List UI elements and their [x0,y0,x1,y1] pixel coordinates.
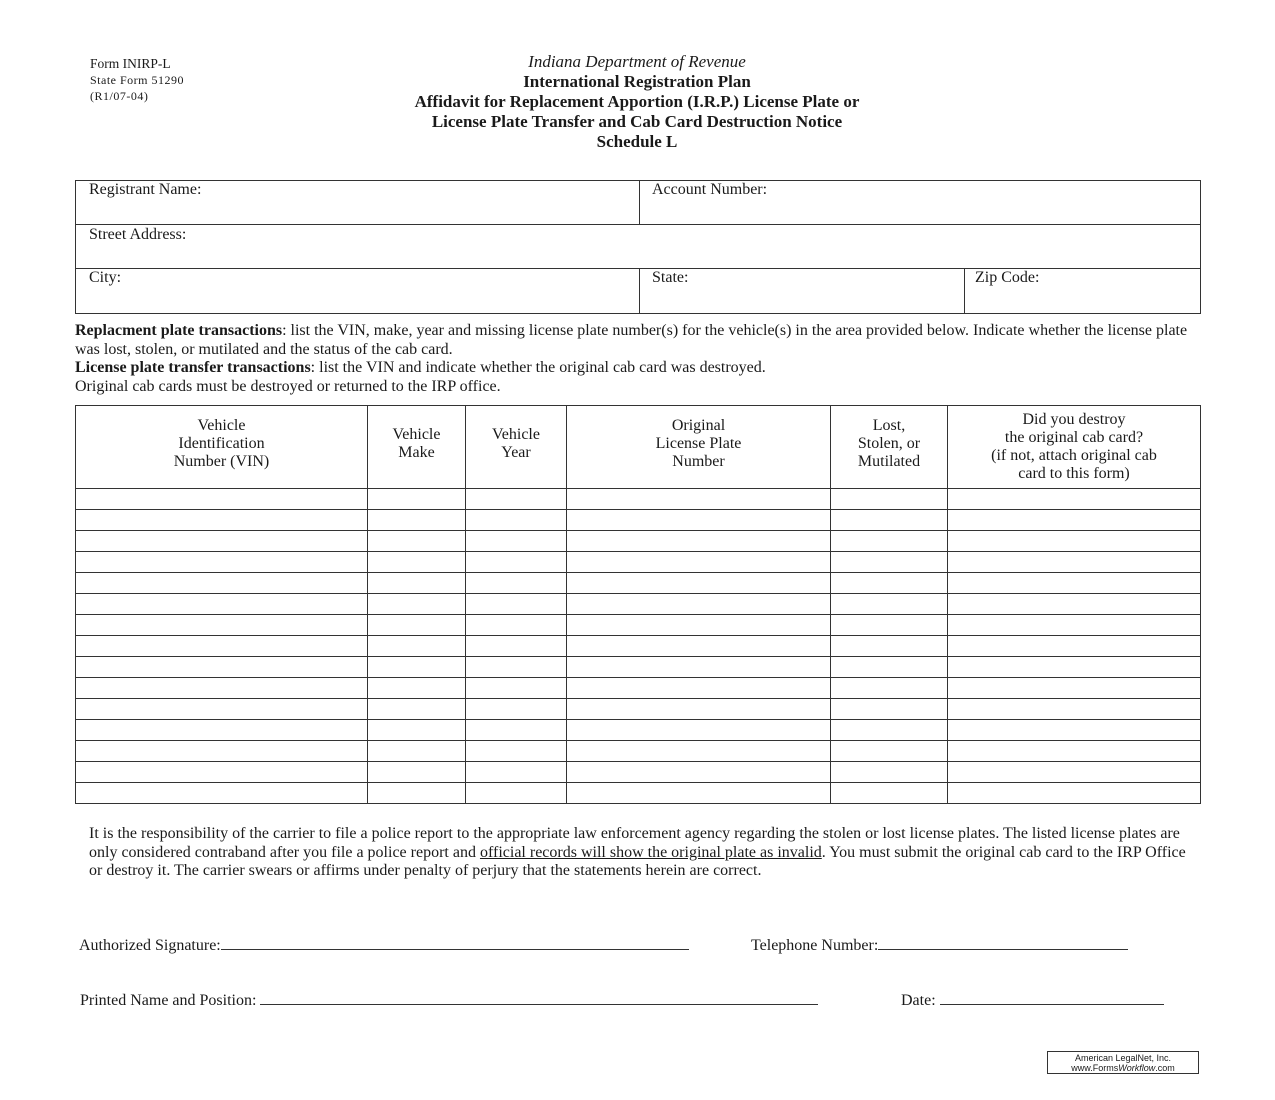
plate-number-cell[interactable] [567,657,831,678]
table-row [76,657,1201,678]
registrant-info-table [75,180,1201,314]
year-cell[interactable] [466,678,567,699]
year-cell[interactable] [466,531,567,552]
notice-underlined-text: official records will show the original plate as invalid [479,843,822,861]
lost-stolen-cell[interactable] [831,783,948,804]
printed-name-label: Printed Name and Position: [80,992,257,1009]
plate-number-column-header [567,406,831,489]
table-row [76,594,1201,615]
publisher-url-italic: Workflow [1118,1063,1156,1073]
year-cell[interactable] [466,615,567,636]
street-address-field[interactable] [76,225,1201,269]
vin-cell[interactable] [76,615,368,636]
plate-number-cell[interactable] [567,594,831,615]
registrant-name-label: Registrant Name: [89,181,202,198]
publisher-name: American LegalNet, Inc. [1074,1053,1172,1063]
column-header-line: Vehicle [392,426,441,443]
vin-cell[interactable] [76,657,368,678]
account-number-label: Account Number: [652,181,768,198]
year-cell[interactable] [466,594,567,615]
cab-card-cell[interactable] [948,552,1201,573]
make-cell[interactable] [368,552,466,573]
year-column-header [466,406,567,489]
vin-cell[interactable] [76,741,368,762]
column-header-line: Year [501,444,531,461]
cab-card-cell[interactable] [948,699,1201,720]
column-header-line: Number [672,453,725,470]
account-number-field[interactable] [640,181,1201,225]
column-header-line: Vehicle [197,417,246,434]
lost-stolen-cell[interactable] [831,741,948,762]
state-form-number: State Form 51290 [90,73,184,87]
state-label: State: [652,269,689,286]
plate-number-cell[interactable] [567,762,831,783]
authorized-signature-field[interactable] [221,935,689,950]
transfer-heading: License plate transfer transactions [75,359,311,376]
city-field[interactable] [76,269,640,314]
authorized-signature-label: Authorized Signature: [79,937,221,954]
make-cell[interactable] [368,531,466,552]
table-row [76,741,1201,762]
make-cell[interactable] [368,657,466,678]
column-header-line: (if not, attach original cab [991,447,1157,464]
vin-cell[interactable] [76,552,368,573]
perjury-notice [89,825,1189,881]
revision-date: (R1/07-04) [90,89,149,103]
column-header-line: Make [398,444,435,461]
title-line-3: License Plate Transfer and Cab Card Destruction Notice [431,112,843,131]
table-row [76,720,1201,741]
year-cell[interactable] [466,720,567,741]
year-cell[interactable] [466,636,567,657]
make-cell[interactable] [368,510,466,531]
year-cell[interactable] [466,510,567,531]
vin-cell[interactable] [76,678,368,699]
lost-stolen-cell[interactable] [831,552,948,573]
plate-number-cell[interactable] [567,531,831,552]
transfer-text: : list the VIN and indicate whether the original cab card was destroyed. [310,359,766,376]
cab-card-cell[interactable] [948,594,1201,615]
lost-stolen-cell[interactable] [831,678,948,699]
street-address-label: Street Address: [89,226,187,243]
make-cell[interactable] [368,678,466,699]
make-cell[interactable] [368,720,466,741]
vin-cell[interactable] [76,636,368,657]
cab-card-cell[interactable] [948,741,1201,762]
vin-cell[interactable] [76,489,368,510]
date-field[interactable] [940,990,1164,1005]
vin-cell[interactable] [76,531,368,552]
lost-stolen-cell[interactable] [831,699,948,720]
publisher-url [1048,1063,1198,1073]
registrant-name-field[interactable] [76,181,640,225]
instructions [75,322,1200,396]
date-line [901,990,1164,1010]
column-header-line: Stolen, or [857,435,921,452]
year-cell[interactable] [466,573,567,594]
cab-card-cell[interactable] [948,615,1201,636]
table-row [76,489,1201,510]
cab-card-cell[interactable] [948,720,1201,741]
table-row [76,678,1201,699]
column-header-line: Identification [178,435,265,452]
publisher-url-suffix: .com [1155,1063,1175,1073]
column-header-line: Original [671,417,726,434]
table-row [76,699,1201,720]
vin-cell[interactable] [76,783,368,804]
table-row [76,510,1201,531]
vin-cell[interactable] [76,762,368,783]
zip-code-label: Zip Code: [975,269,1040,286]
column-header-line: Mutilated [857,453,921,470]
column-header-line: the original cab card? [1004,429,1144,446]
cab-card-cell[interactable] [948,573,1201,594]
telephone-label: Telephone Number: [751,937,879,954]
plate-number-cell[interactable] [567,510,831,531]
notice-text-2: . You must submit the original cab card to the IRP Office or destroy it. The carrier swears or affirms under penalty of perjury that the statements herein are correct. [89,843,1186,879]
year-cell[interactable] [466,552,567,573]
plate-number-cell[interactable] [567,615,831,636]
make-cell[interactable] [368,636,466,657]
vehicle-table-header [76,406,1201,489]
cab-card-text: Original cab cards must be destroyed or returned to the IRP office. [75,377,501,395]
column-header-line: License Plate [655,435,742,452]
lost-stolen-cell[interactable] [831,531,948,552]
telephone-line [751,935,1128,955]
agency-name: Indiana Department of Revenue [528,52,746,71]
year-cell[interactable] [466,741,567,762]
column-header-line: Vehicle [492,426,540,443]
lost-stolen-cell[interactable] [831,720,948,741]
form-title-block [300,52,974,152]
lost-stolen-cell[interactable] [831,489,948,510]
make-cell[interactable] [368,573,466,594]
vehicle-table [75,405,1201,804]
vin-cell[interactable] [76,510,368,531]
lost-stolen-column-header [831,406,948,489]
make-cell[interactable] [368,489,466,510]
cab-card-cell[interactable] [948,762,1201,783]
vin-column-header [76,406,368,489]
city-label: City: [89,269,122,286]
table-row [76,531,1201,552]
cab-card-cell[interactable] [948,636,1201,657]
plate-number-cell[interactable] [567,783,831,804]
state-field[interactable] [640,269,965,314]
printed-name-line [80,990,818,1010]
lost-stolen-cell[interactable] [831,615,948,636]
cab-card-cell[interactable] [948,783,1201,804]
make-cell[interactable] [368,783,466,804]
year-cell[interactable] [466,657,567,678]
lost-stolen-cell[interactable] [831,594,948,615]
plate-number-cell[interactable] [567,489,831,510]
plate-number-cell[interactable] [567,720,831,741]
lost-stolen-cell[interactable] [831,657,948,678]
publisher-badge [1047,1051,1199,1074]
printed-name-field[interactable] [260,990,818,1005]
column-header-line: Lost, [872,417,906,434]
make-cell[interactable] [368,594,466,615]
cab-card-cell[interactable] [948,489,1201,510]
column-header-line: Number (VIN) [173,453,270,470]
replacement-heading: Replacment plate transactions [75,322,283,339]
year-cell[interactable] [466,783,567,804]
plate-number-cell[interactable] [567,636,831,657]
plate-number-cell[interactable] [567,573,831,594]
vin-cell[interactable] [76,699,368,720]
cab-card-cell[interactable] [948,510,1201,531]
title-line-1: International Registration Plan [523,72,751,91]
make-cell[interactable] [368,762,466,783]
make-column-header [368,406,466,489]
lost-stolen-cell[interactable] [831,636,948,657]
cab-card-destroyed-column-header [948,406,1201,489]
plate-number-cell[interactable] [567,741,831,762]
vin-cell[interactable] [76,594,368,615]
notice-text-1: It is the responsibility of the carrier to file a police report to the appropriate law enforcement agency regarding the stolen or lost license plates. The listed license plates are only considered contraband after you file a police report and [89,825,1180,861]
cab-card-cell[interactable] [948,678,1201,699]
year-cell[interactable] [466,762,567,783]
date-label: Date: [901,992,936,1009]
telephone-field[interactable] [878,935,1128,950]
make-cell[interactable] [368,699,466,720]
table-row [76,636,1201,657]
vin-cell[interactable] [76,573,368,594]
make-cell[interactable] [368,615,466,636]
year-cell[interactable] [466,489,567,510]
plate-number-cell[interactable] [567,678,831,699]
table-row [76,762,1201,783]
lost-stolen-cell[interactable] [831,573,948,594]
plate-number-cell[interactable] [567,699,831,720]
cab-card-cell[interactable] [948,657,1201,678]
make-cell[interactable] [368,741,466,762]
replacement-text: : list the VIN, make, year and missing license plate number(s) for the vehicle(s) in the area provided below. Indicate whether the license plate was lost, stolen, or mutilated and the status of the cab card. [75,322,1188,358]
title-line-2: Affidavit for Replacement Apportion (I.R.P.) License Plate or [414,92,860,111]
title-line-4: Schedule L [596,132,678,151]
table-row [76,573,1201,594]
lost-stolen-cell[interactable] [831,510,948,531]
vin-cell[interactable] [76,720,368,741]
zip-code-field[interactable] [965,269,1201,314]
publisher-url-prefix: www.Forms [1071,1063,1119,1073]
form-number: Form INIRP-L [90,56,171,71]
plate-number-cell[interactable] [567,552,831,573]
table-row [76,615,1201,636]
year-cell[interactable] [466,699,567,720]
form-identifier [90,56,184,104]
column-header-line: Did you destroy [1022,411,1126,428]
table-row [76,552,1201,573]
cab-card-cell[interactable] [948,531,1201,552]
column-header-line: card to this form) [1018,465,1130,482]
table-row [76,783,1201,804]
lost-stolen-cell[interactable] [831,762,948,783]
authorized-signature-line [79,935,689,955]
